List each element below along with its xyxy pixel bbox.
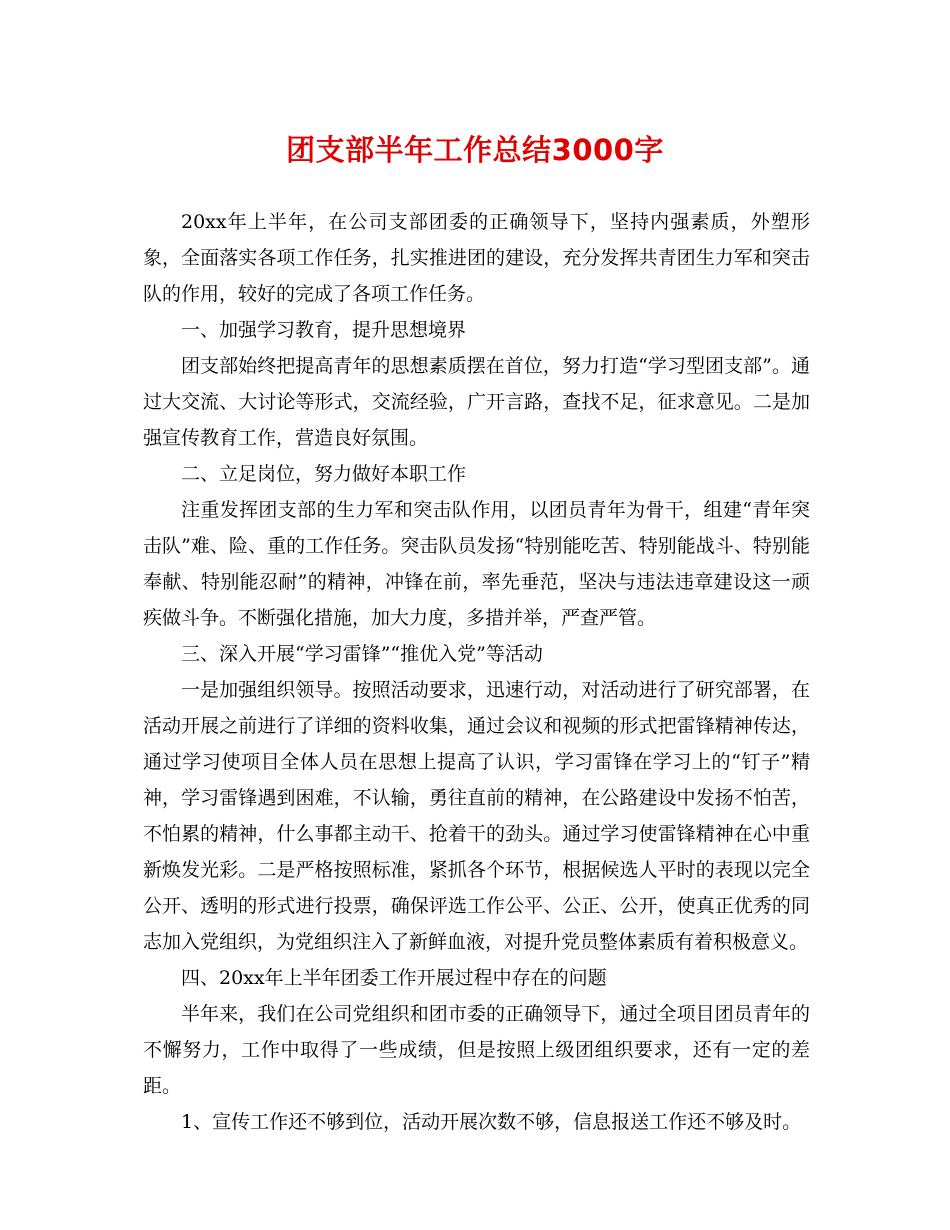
- section-heading-1: 一、加强学习教育，提升思想境界: [181, 319, 467, 341]
- paragraph-section-1: 团支部始终把提高青年的思想素质摆在首位，努力打造“学习型团支部”。通过大交流、大讨论等形式，交流经验，广开言路，查找不足，征求意见。二是加强宣传教育工作，营造良好氛围。: [143, 355, 810, 449]
- section-heading-2: 二、立足岗位，努力做好本职工作: [181, 463, 467, 485]
- document-body: [143, 204, 810, 1140]
- paragraph-section-3: 一是加强组织领导。按照活动要求，迅速行动，对活动进行了研究部署，在活动开展之前进行了详细的资料收集，通过会议和视频的形式把雷锋精神传达，通过学习使项目全体人员在思想上提高了认识，学习雷锋在学习上的“钉子”精神，学习雷锋遇到困难，不认输，勇往直前的精神，在公路建设中发扬不怕苦，不怕累的精神，什么事都主动干、抢着干的劲头。通过学习使雷锋精神在心中重新焕发光彩。二是严格按照标准，紧抓各个环节，根据候选人平时的表现以完全公开、透明的形式进行投票，确保评选工作公平、公正、公开，使真正优秀的同志加入党组织，为党组织注入了新鲜血液，对提升党员整体素质有着积极意义。: [143, 679, 810, 953]
- paragraph-intro: 20xx年上半年，在公司支部团委的正确领导下，坚持内强素质，外塑形象，全面落实各项工作任务，扎实推进团的建设，充分发挥共青团生力军和突击队的作用，较好的完成了各项工作任务。: [143, 211, 810, 305]
- document-title: 团支部半年工作总结3000字: [286, 133, 664, 167]
- paragraph-section-4: 半年来，我们在公司党组织和团市委的正确领导下，通过全项目团员青年的不懈努力，工作中取得了一些成绩，但是按照上级团组织要求，还有一定的差距。: [143, 1003, 810, 1097]
- section-heading-3: 三、深入开展“学习雷锋”“推优入党”等活动: [181, 643, 543, 665]
- problem-item-1: 1、宣传工作还不够到位，活动开展次数不够，信息报送工作还不够及时。: [181, 1111, 802, 1133]
- paragraph-section-2: 注重发挥团支部的生力军和突击队作用，以团员青年为骨干，组建“青年突击队”难、险、重的工作任务。突击队员发扬“特别能吃苦、特别能战斗、特别能奉献、特别能忍耐”的精神，冲锋在前，率先垂范，坚决与违法违章建设这一顽疾做斗争。不断强化措施，加大力度，多措并举，严查严管。: [143, 499, 810, 629]
- section-heading-4: 四、20xx年上半年团委工作开展过程中存在的问题: [181, 967, 607, 989]
